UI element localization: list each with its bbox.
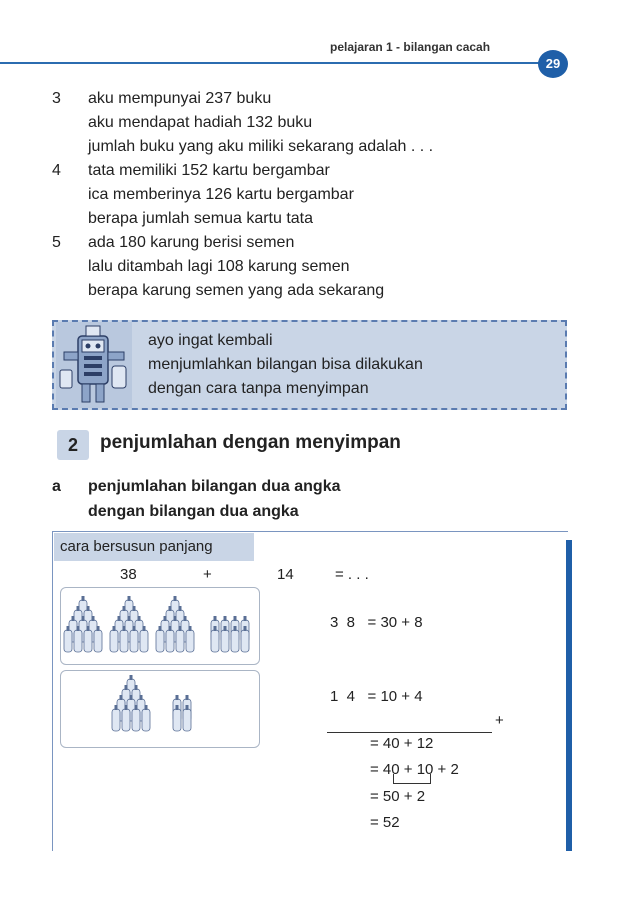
regroup-bracket xyxy=(393,774,431,784)
result-line-4: = 52 xyxy=(370,814,400,831)
subsection-letter: a xyxy=(52,478,61,495)
question-4-line-3: berapa jumlah semua kartu tata xyxy=(88,210,314,227)
reminder-line-1: ayo ingat kembali xyxy=(148,332,273,349)
question-5-line-2: lalu ditambah lagi 108 karung semen xyxy=(88,258,350,275)
question-3-line-3: jumlah buku yang aku miliki sekarang adalah . . . xyxy=(88,138,434,155)
question-5-number: 5 xyxy=(52,234,61,251)
step-expand-38: 3 8 = 30 + 8 xyxy=(330,614,423,631)
result-line-2: = 40 + 10 + 2 xyxy=(370,761,459,778)
reminder-line-2: menjumlahkan bilangan bisa dilakukan xyxy=(148,356,423,373)
bottles-14-box xyxy=(60,670,260,748)
header-title: pelajaran 1 - bilangan cacah xyxy=(330,40,491,54)
result-line-3: = 50 + 2 xyxy=(370,788,426,805)
result-line-1: = 40 + 12 xyxy=(370,735,434,752)
question-3-line-2: aku mendapat hadiah 132 buku xyxy=(88,114,313,131)
question-5-line-3: berapa karung semen yang ada sekarang xyxy=(88,282,385,299)
question-4-number: 4 xyxy=(52,162,61,179)
sum-plus-sign: + xyxy=(495,712,504,729)
box-label: cara bersusun panjang xyxy=(54,533,254,561)
section-title: penjumlahan dengan menyimpan xyxy=(100,432,401,453)
problem-operand-b: 14 xyxy=(277,566,294,583)
bottles-38-icon xyxy=(61,588,259,664)
bottles-14-icon xyxy=(61,671,259,747)
question-5-line-1: ada 180 karung berisi semen xyxy=(88,234,295,251)
box-side-bar xyxy=(566,540,572,851)
reminder-line-3: dengan cara tanpa menyimpan xyxy=(148,380,369,397)
subsection-line-2: dengan bilangan dua angka xyxy=(88,503,299,520)
section-number: 2 xyxy=(57,430,89,460)
subsection-line-1: penjumlahan bilangan dua angka xyxy=(88,478,341,495)
header-rule xyxy=(0,62,560,64)
problem-operator: + xyxy=(203,566,212,583)
question-4-line-1: tata memiliki 152 kartu bergambar xyxy=(88,162,330,179)
step-expand-14: 1 4 = 10 + 4 xyxy=(330,688,423,705)
question-4-line-2: ica memberinya 126 kartu bergambar xyxy=(88,186,354,203)
problem-operand-a: 38 xyxy=(120,566,137,583)
question-3-line-1: aku mempunyai 237 buku xyxy=(88,90,272,107)
robot-mascot-icon xyxy=(56,322,132,408)
page-number-badge: 29 xyxy=(538,50,568,78)
question-3-number: 3 xyxy=(52,90,61,107)
sum-rule xyxy=(327,732,492,733)
problem-equals: = . . . xyxy=(335,566,369,583)
bottles-38-box xyxy=(60,587,260,665)
